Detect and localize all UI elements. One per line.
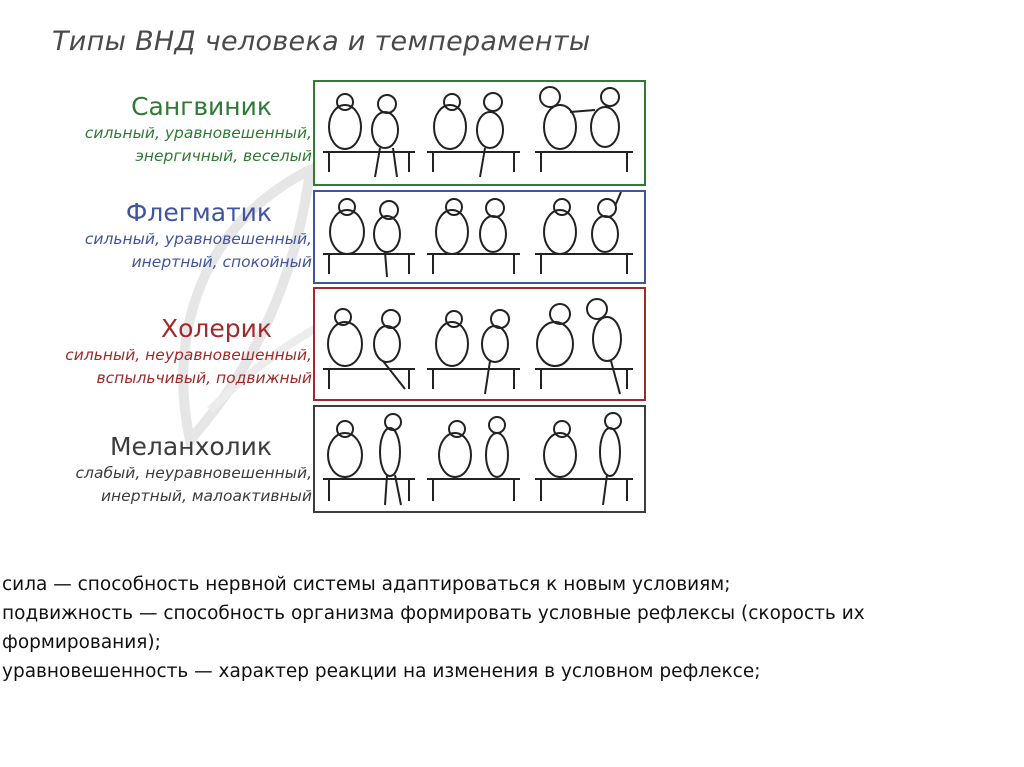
type-desc-line1: сильный, уравновешенный, (84, 124, 312, 142)
cartoon-illustration-icon (315, 82, 644, 184)
type-sanguine (20, 92, 312, 168)
cartoon-panel-melancholic (313, 405, 646, 513)
type-desc-line1: слабый, неуравновешенный, (75, 464, 312, 482)
cartoon-illustration-icon (315, 289, 644, 399)
type-desc-line1: сильный, уравновешенный, (84, 230, 312, 248)
type-desc-line2: инертный, спокойный (131, 253, 312, 271)
definition-strength: сила — способность нервной системы адаптироваться к новым условиям; (2, 574, 731, 595)
type-name: Сангвиник (131, 92, 272, 121)
type-desc-line2: энергичный, веселый (135, 147, 312, 165)
cartoon-illustration-icon (315, 407, 644, 511)
type-choleric (20, 314, 312, 390)
type-desc-line2: инертный, малоактивный (100, 487, 312, 505)
cartoon-panel-sanguine (313, 80, 646, 186)
type-name: Холерик (161, 314, 272, 343)
type-phlegmatic (20, 198, 312, 274)
type-desc-line1: сильный, неуравновешенный, (65, 346, 312, 364)
cartoon-panel-phlegmatic (313, 190, 646, 284)
type-name: Флегматик (125, 198, 272, 227)
definitions-text (2, 570, 1012, 686)
definition-mobility: подвижность — способность организма формировать условные рефлексы (скорость их формирования); (2, 603, 865, 653)
slide-title: Типы ВНД человека и темпераменты (52, 26, 591, 57)
definition-balance: уравновешенность — характер реакции на изменения в условном рефлексе; (2, 661, 761, 682)
cartoon-illustration-icon (315, 192, 644, 282)
type-name: Меланхолик (109, 432, 272, 461)
cartoon-panel-choleric (313, 287, 646, 401)
type-melancholic (20, 432, 312, 508)
type-desc-line2: вспыльчивый, подвижный (96, 369, 312, 387)
